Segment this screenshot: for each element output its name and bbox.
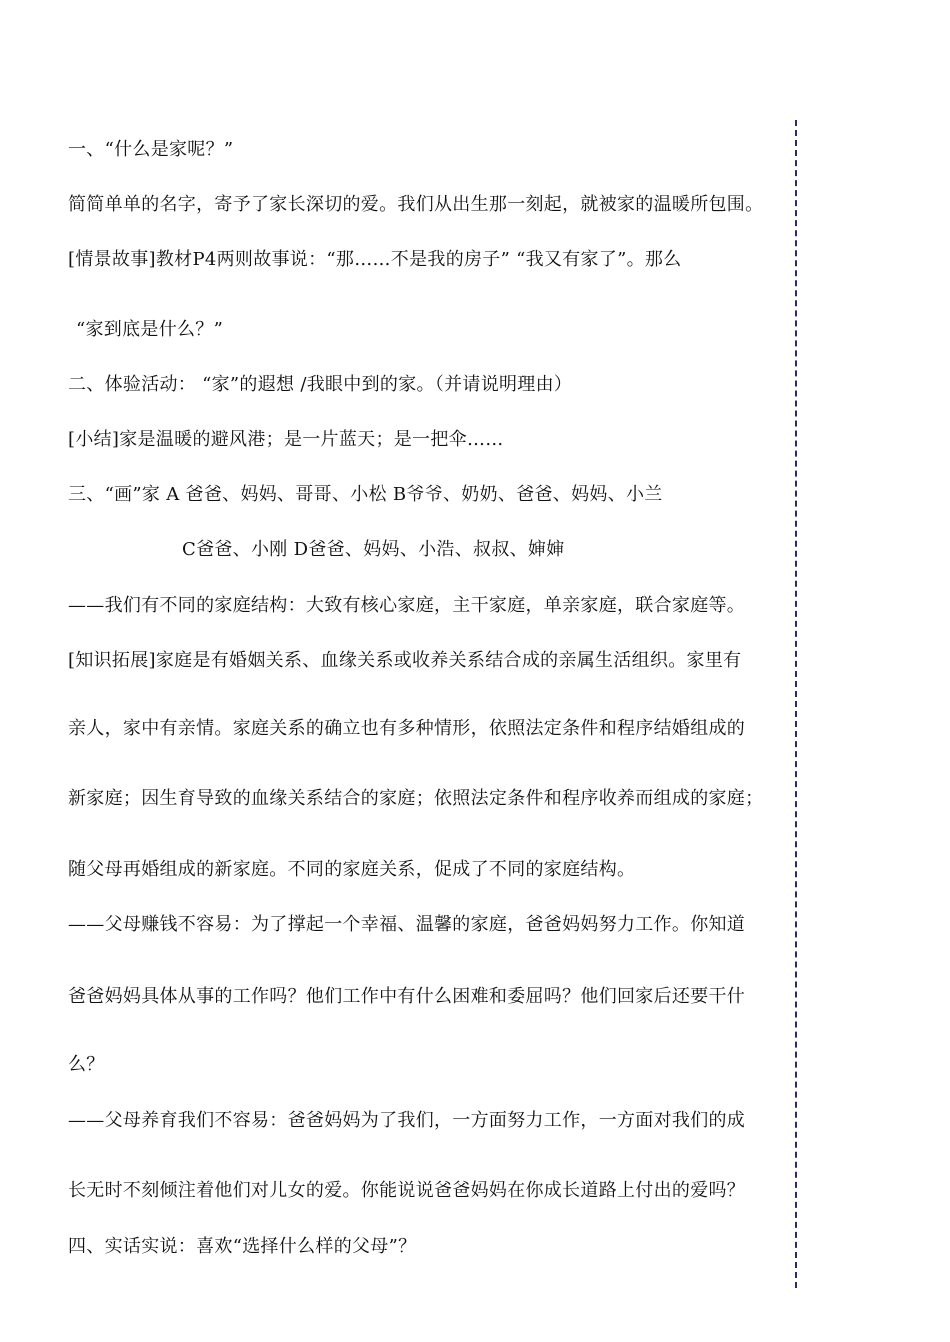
paragraph-line: 长无时不刻倾注着他们对儿女的爱。你能说说爸爸妈妈在你成长道路上付出的爱吗？ [68, 1180, 746, 1201]
paragraph-line: 简简单单的名字，寄予了家长深切的爱。我们从出生那一刻起，就被家的温暖所包围。 [68, 194, 764, 215]
paragraph-line: ——父母养育我们不容易：爸爸妈妈为了我们，一方面努力工作，一方面对我们的成 [68, 1110, 746, 1131]
section-heading-2: 二、体验活动： “家”的遐想 /我眼中到的家。（并请说明理由） [68, 374, 573, 395]
margin-dashed-rule [795, 120, 797, 1288]
paragraph-line: 爸爸妈妈具体从事的工作吗？他们工作中有什么困难和委屈吗？他们回家后还要干什 [68, 986, 746, 1007]
paragraph-line: [情景故事]教材P4两则故事说：“那……不是我的房子” “我又有家了”。那么 [68, 249, 682, 270]
paragraph-line: 新家庭；因生育导致的血缘关系结合的家庭；依照法定条件和程序收养而组成的家庭； [68, 788, 764, 809]
section-heading-3: 三、“画”家 A 爸爸、妈妈、哥哥、小松 B爷爷、奶奶、爸爸、妈妈、小兰 [68, 484, 663, 505]
paragraph-line: [知识拓展]家庭是有婚姻关系、血缘关系或收养关系结合成的亲属生活组织。家里有 [68, 650, 742, 671]
section-heading-1: 一、“什么是家呢？” [68, 139, 234, 160]
paragraph-line: 亲人，家中有亲情。家庭关系的确立也有多种情形，依照法定条件和程序结婚组成的 [68, 718, 746, 739]
paragraph-line: “家到底是什么？” [76, 319, 224, 340]
paragraph-line: 随父母再婚组成的新家庭。不同的家庭关系，促成了不同的家庭结构。 [68, 859, 636, 880]
paragraph-line: 么？ [68, 1054, 105, 1075]
paragraph-line: ——父母赚钱不容易：为了撑起一个幸福、温馨的家庭，爸爸妈妈努力工作。你知道 [68, 914, 746, 935]
paragraph-line: C爸爸、小刚 D爸爸、妈妈、小浩、叔叔、婶婶 [182, 539, 565, 560]
paragraph-line: [小结]家是温暖的避风港；是一片蓝天；是一把伞…… [68, 429, 504, 450]
paragraph-line: ——我们有不同的家庭结构：大致有核心家庭，主干家庭，单亲家庭，联合家庭等。 [68, 595, 746, 616]
section-heading-4: 四、实话实说：喜欢“选择什么样的父母”？ [68, 1236, 417, 1257]
